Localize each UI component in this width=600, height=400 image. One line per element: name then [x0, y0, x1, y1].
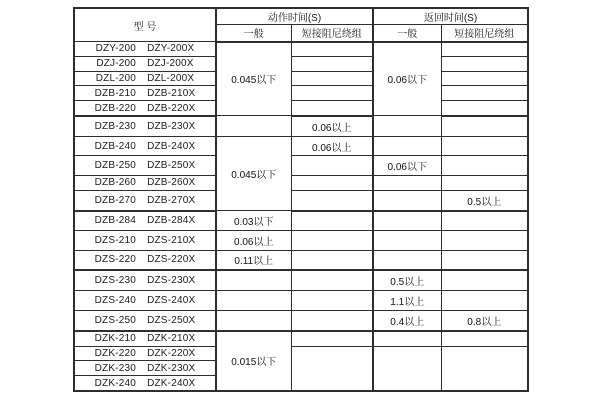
model-pair [75, 231, 215, 250]
table-row [74, 56, 528, 71]
act-damped-cell [291, 331, 373, 346]
table-row [74, 230, 528, 250]
model-name-x-variant: DZB-250X [147, 160, 196, 172]
model-name: DZS-250 [94, 314, 137, 326]
ret-damped-cell [441, 136, 528, 156]
model-pair [75, 361, 215, 375]
ret-general-cell: 0.06以下 [373, 42, 441, 116]
model-cell [74, 250, 216, 270]
ret-general-cell [373, 331, 441, 346]
model-pair [75, 212, 215, 230]
model-name: DZK-230 [94, 362, 137, 374]
model-name: DZK-240 [94, 377, 137, 389]
ret-general-cell [373, 176, 441, 191]
ret-damped-cell [441, 156, 528, 176]
table-body [74, 42, 528, 392]
act-damped-cell [291, 346, 373, 391]
ret-damped-cell [441, 230, 528, 250]
ret-damped-cell [441, 211, 528, 231]
act-general-cell [216, 310, 291, 330]
act-damped-cell [291, 71, 373, 86]
col-header-model: 型 号 [74, 8, 216, 42]
model-name-x-variant: DZB-230X [147, 120, 196, 132]
act-damped-cell [291, 310, 373, 330]
ret-damped-cell [441, 346, 528, 391]
table-row [74, 346, 528, 361]
ret-general-cell [373, 250, 441, 270]
model-name: DZS-220 [94, 254, 137, 266]
ret-general-cell: 0.4以上 [373, 310, 441, 330]
model-name-x-variant: DZB-210X [147, 87, 196, 99]
header-row-groups [74, 8, 528, 25]
act-damped-cell [291, 156, 373, 176]
ret-damped-cell [441, 250, 528, 270]
act-damped-cell [291, 42, 373, 57]
model-pair [75, 311, 215, 330]
col-header-action-time: 动作时间(S) [216, 8, 373, 25]
act-damped-cell [291, 190, 373, 210]
model-name-x-variant: DZK-220X [147, 347, 196, 359]
table-row [74, 190, 528, 210]
ret-damped-cell: 0.5以上 [441, 190, 528, 210]
act-general-cell [216, 270, 291, 290]
table-row [74, 101, 528, 116]
ret-damped-cell [441, 86, 528, 101]
ret-damped-cell [441, 71, 528, 86]
act-damped-cell [291, 86, 373, 101]
model-cell [74, 156, 216, 176]
model-name-x-variant: DZS-210X [147, 234, 196, 246]
model-cell [74, 56, 216, 71]
ret-damped-cell [441, 291, 528, 311]
model-name-x-variant: DZS-240X [147, 294, 196, 306]
ret-general-cell [373, 211, 441, 231]
act-damped-cell: 0.06以上 [291, 136, 373, 156]
model-name: DZS-240 [94, 294, 137, 306]
act-general-cell: 0.045以下 [216, 42, 291, 116]
model-cell [74, 86, 216, 101]
act-general-cell: 0.11以上 [216, 250, 291, 270]
model-name: DZB-240 [94, 140, 137, 152]
ret-general-cell: 0.5以上 [373, 270, 441, 290]
table-row [74, 176, 528, 191]
model-name: DZB-260 [94, 177, 137, 189]
model-pair [75, 86, 215, 100]
ret-general-cell [373, 346, 441, 391]
act-damped-cell: 0.06以上 [291, 116, 373, 136]
model-cell [74, 230, 216, 250]
table-row [74, 86, 528, 101]
model-cell [74, 346, 216, 361]
model-pair [75, 176, 215, 190]
table-row [74, 71, 528, 86]
table-row [74, 116, 528, 136]
model-pair [75, 376, 215, 390]
model-pair [75, 347, 215, 361]
model-name-x-variant: DZB-284X [147, 215, 196, 227]
ret-damped-cell [441, 116, 528, 136]
spec-table [73, 7, 529, 392]
ret-general-cell: 0.06以下 [373, 156, 441, 176]
model-pair [75, 191, 215, 210]
ret-damped-cell [441, 42, 528, 57]
ret-damped-cell [441, 176, 528, 191]
model-cell [74, 270, 216, 290]
ret-damped-cell: 0.8以上 [441, 310, 528, 330]
subheader-return-damped: 短接阻尼绕组 [441, 25, 528, 42]
model-pair [75, 117, 215, 136]
model-cell [74, 190, 216, 210]
model-cell [74, 310, 216, 330]
model-pair [75, 57, 215, 71]
act-general-cell [216, 116, 291, 136]
act-damped-cell [291, 250, 373, 270]
model-pair [75, 42, 215, 56]
ret-general-cell [373, 136, 441, 156]
ret-damped-cell [441, 101, 528, 116]
ret-damped-cell [441, 331, 528, 346]
model-name-x-variant: DZK-240X [147, 377, 196, 389]
subheader-action-damped: 短接阻尼绕组 [291, 25, 373, 42]
model-name: DZJ-200 [96, 58, 137, 70]
table-row [74, 310, 528, 330]
model-pair [75, 332, 215, 346]
table-row [74, 291, 528, 311]
model-name: DZB-230 [94, 120, 137, 132]
model-name-x-variant: DZL-200X [147, 72, 195, 84]
act-damped-cell [291, 270, 373, 290]
model-name-x-variant: DZJ-200X [147, 58, 194, 70]
act-damped-cell [291, 56, 373, 71]
act-damped-cell [291, 211, 373, 231]
model-cell [74, 291, 216, 311]
act-damped-cell [291, 101, 373, 116]
model-cell [74, 331, 216, 346]
model-pair [75, 156, 215, 175]
model-pair [75, 72, 215, 86]
model-name: DZY-200 [95, 43, 137, 55]
act-damped-cell [291, 230, 373, 250]
model-name-x-variant: DZY-200X [147, 43, 195, 55]
model-name-x-variant: DZK-210X [147, 333, 196, 345]
model-name-x-variant: DZS-220X [147, 254, 196, 266]
col-header-return-time: 返回时间(S) [373, 8, 528, 25]
model-name-x-variant: DZB-240X [147, 140, 196, 152]
table-header [74, 8, 528, 42]
model-name-x-variant: DZB-270X [147, 194, 196, 206]
ret-general-cell [373, 190, 441, 210]
model-name: DZK-220 [94, 347, 137, 359]
model-name-x-variant: DZS-250X [147, 314, 196, 326]
model-name: DZS-210 [94, 234, 137, 246]
model-name: DZL-200 [95, 72, 137, 84]
model-name: DZB-270 [94, 194, 137, 206]
table-row [74, 136, 528, 156]
act-general-cell: 0.015以下 [216, 331, 291, 391]
act-general-cell: 0.06以上 [216, 230, 291, 250]
model-cell [74, 101, 216, 116]
model-name-x-variant: DZK-230X [147, 362, 196, 374]
model-cell [74, 211, 216, 231]
act-general-cell: 0.045以下 [216, 136, 291, 210]
model-name-x-variant: DZB-220X [147, 102, 196, 114]
ret-damped-cell [441, 56, 528, 71]
table-row [74, 331, 528, 346]
model-cell [74, 376, 216, 391]
ret-general-cell [373, 116, 441, 136]
ret-damped-cell [441, 270, 528, 290]
model-cell [74, 71, 216, 86]
model-pair [75, 137, 215, 156]
model-cell [74, 176, 216, 191]
act-general-cell [216, 291, 291, 311]
subheader-return-general: 一般 [373, 25, 441, 42]
table-row [74, 42, 528, 57]
subheader-action-general: 一般 [216, 25, 291, 42]
model-name: DZB-284 [94, 215, 137, 227]
model-pair [75, 251, 215, 270]
model-name: DZK-210 [94, 333, 137, 345]
model-cell [74, 42, 216, 57]
act-general-cell: 0.03以下 [216, 211, 291, 231]
table-row [74, 156, 528, 176]
model-name-x-variant: DZS-230X [147, 275, 196, 287]
model-pair [75, 291, 215, 310]
model-name: DZB-210 [94, 87, 137, 99]
table-row [74, 211, 528, 231]
model-name: DZS-230 [94, 275, 137, 287]
model-cell [74, 116, 216, 136]
model-name-x-variant: DZB-260X [147, 177, 196, 189]
model-name: DZB-220 [94, 102, 137, 114]
model-pair [75, 101, 215, 115]
ret-general-cell: 1.1以上 [373, 291, 441, 311]
table-row [74, 270, 528, 290]
act-damped-cell [291, 291, 373, 311]
model-name: DZB-250 [94, 160, 137, 172]
act-damped-cell [291, 176, 373, 191]
table-row [74, 250, 528, 270]
model-pair [75, 271, 215, 290]
model-cell [74, 136, 216, 156]
ret-general-cell [373, 230, 441, 250]
model-cell [74, 361, 216, 376]
